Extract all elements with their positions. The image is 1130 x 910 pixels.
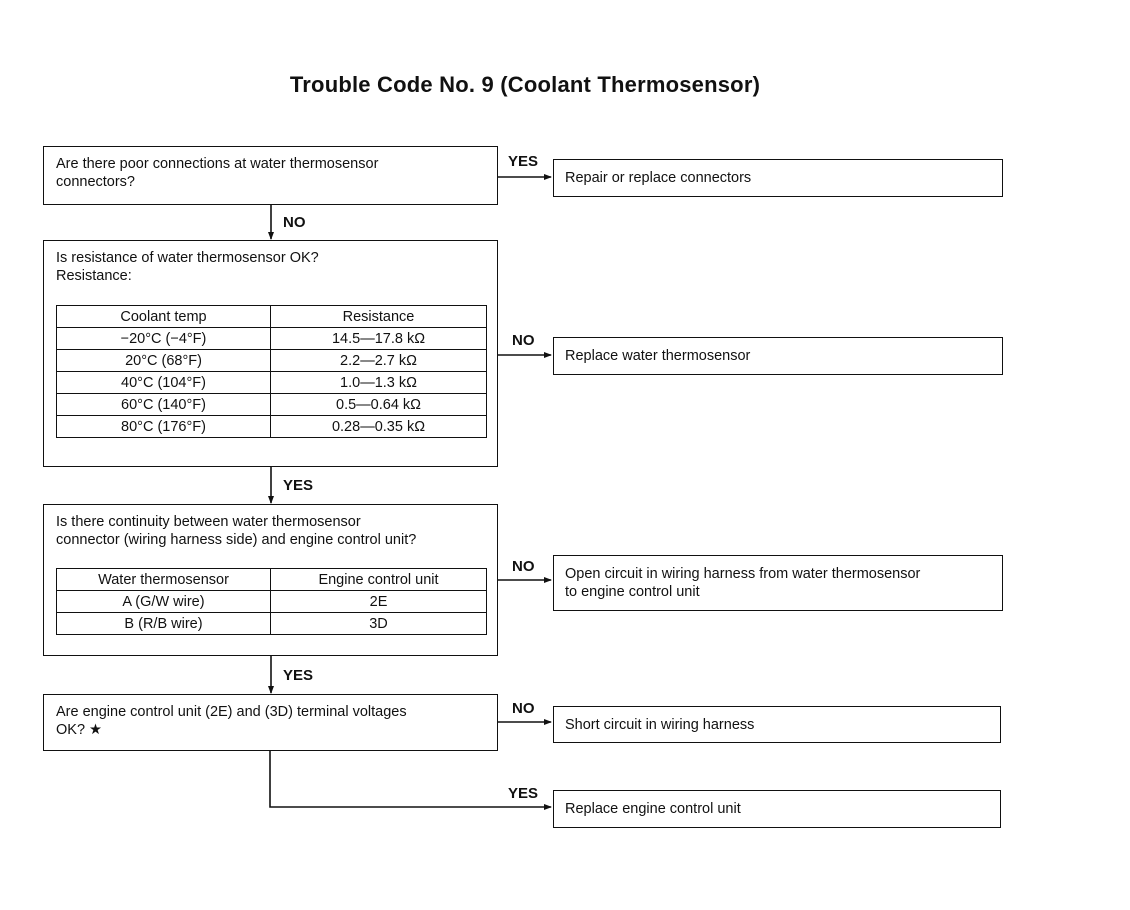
table-header: Water thermosensor [57,569,271,591]
step1-question-box [43,146,498,205]
table-cell: 2.2—2.7 kΩ [271,350,487,372]
table-cell: 20°C (68°F) [57,350,271,372]
step4-yes-result: Replace engine control unit [553,790,1001,828]
table-row [57,372,487,394]
table-cell: 1.0—1.3 kΩ [271,372,487,394]
step2-question: Is resistance of water thermosensor OK? Resistance: [56,250,319,284]
step4-question: Are engine control unit (2E) and (3D) terminal voltages OK? ★ [56,704,407,738]
table-cell: 14.5—17.8 kΩ [271,328,487,350]
table-header-row [57,569,487,591]
step2-no-label: NO [512,332,535,349]
table-cell: 0.5—0.64 kΩ [271,394,487,416]
table-header: Coolant temp [57,306,271,328]
step3-question: Is there continuity between water thermosensor connector (wiring harness side) and engine control unit? [56,514,417,548]
table-cell: 40°C (104°F) [57,372,271,394]
step1-yes-label: YES [508,153,539,170]
step4-question-box [43,694,498,751]
step4-no-label: NO [512,700,535,717]
step4-yes-label: YES [508,785,539,802]
step1-question: Are there poor connections at water thermosensor connectors? [56,156,379,190]
step3-no-result: Open circuit in wiring harness from water thermosensor to engine control unit [553,555,1003,611]
table-row [57,328,487,350]
step1-no-label: NO [283,214,306,231]
step3-no-label: NO [512,558,535,575]
table-row [57,350,487,372]
table-cell: 0.28—0.35 kΩ [271,416,487,438]
page-title: Trouble Code No. 9 (Coolant Thermosensor) [289,72,761,97]
table-cell: −20°C (−4°F) [57,328,271,350]
table-header-row [57,306,487,328]
table-header: Resistance [271,306,487,328]
step3-yes-label: YES [283,667,314,684]
table-cell: A (G/W wire) [57,591,271,613]
table-cell: B (R/B wire) [57,613,271,635]
continuity-table [56,568,487,635]
step4-no-result: Short circuit in wiring harness [553,706,1001,743]
table-row [57,613,487,635]
table-cell: 2E [271,591,487,613]
table-row [57,591,487,613]
table-cell: 80°C (176°F) [57,416,271,438]
resistance-table [56,305,487,438]
table-cell: 3D [271,613,487,635]
table-cell: 60°C (140°F) [57,394,271,416]
table-row [57,394,487,416]
table-row [57,416,487,438]
table-header: Engine control unit [271,569,487,591]
step1-yes-result: Repair or replace connectors [553,159,1003,197]
step2-no-result: Replace water thermosensor [553,337,1003,375]
step2-yes-label: YES [283,477,314,494]
